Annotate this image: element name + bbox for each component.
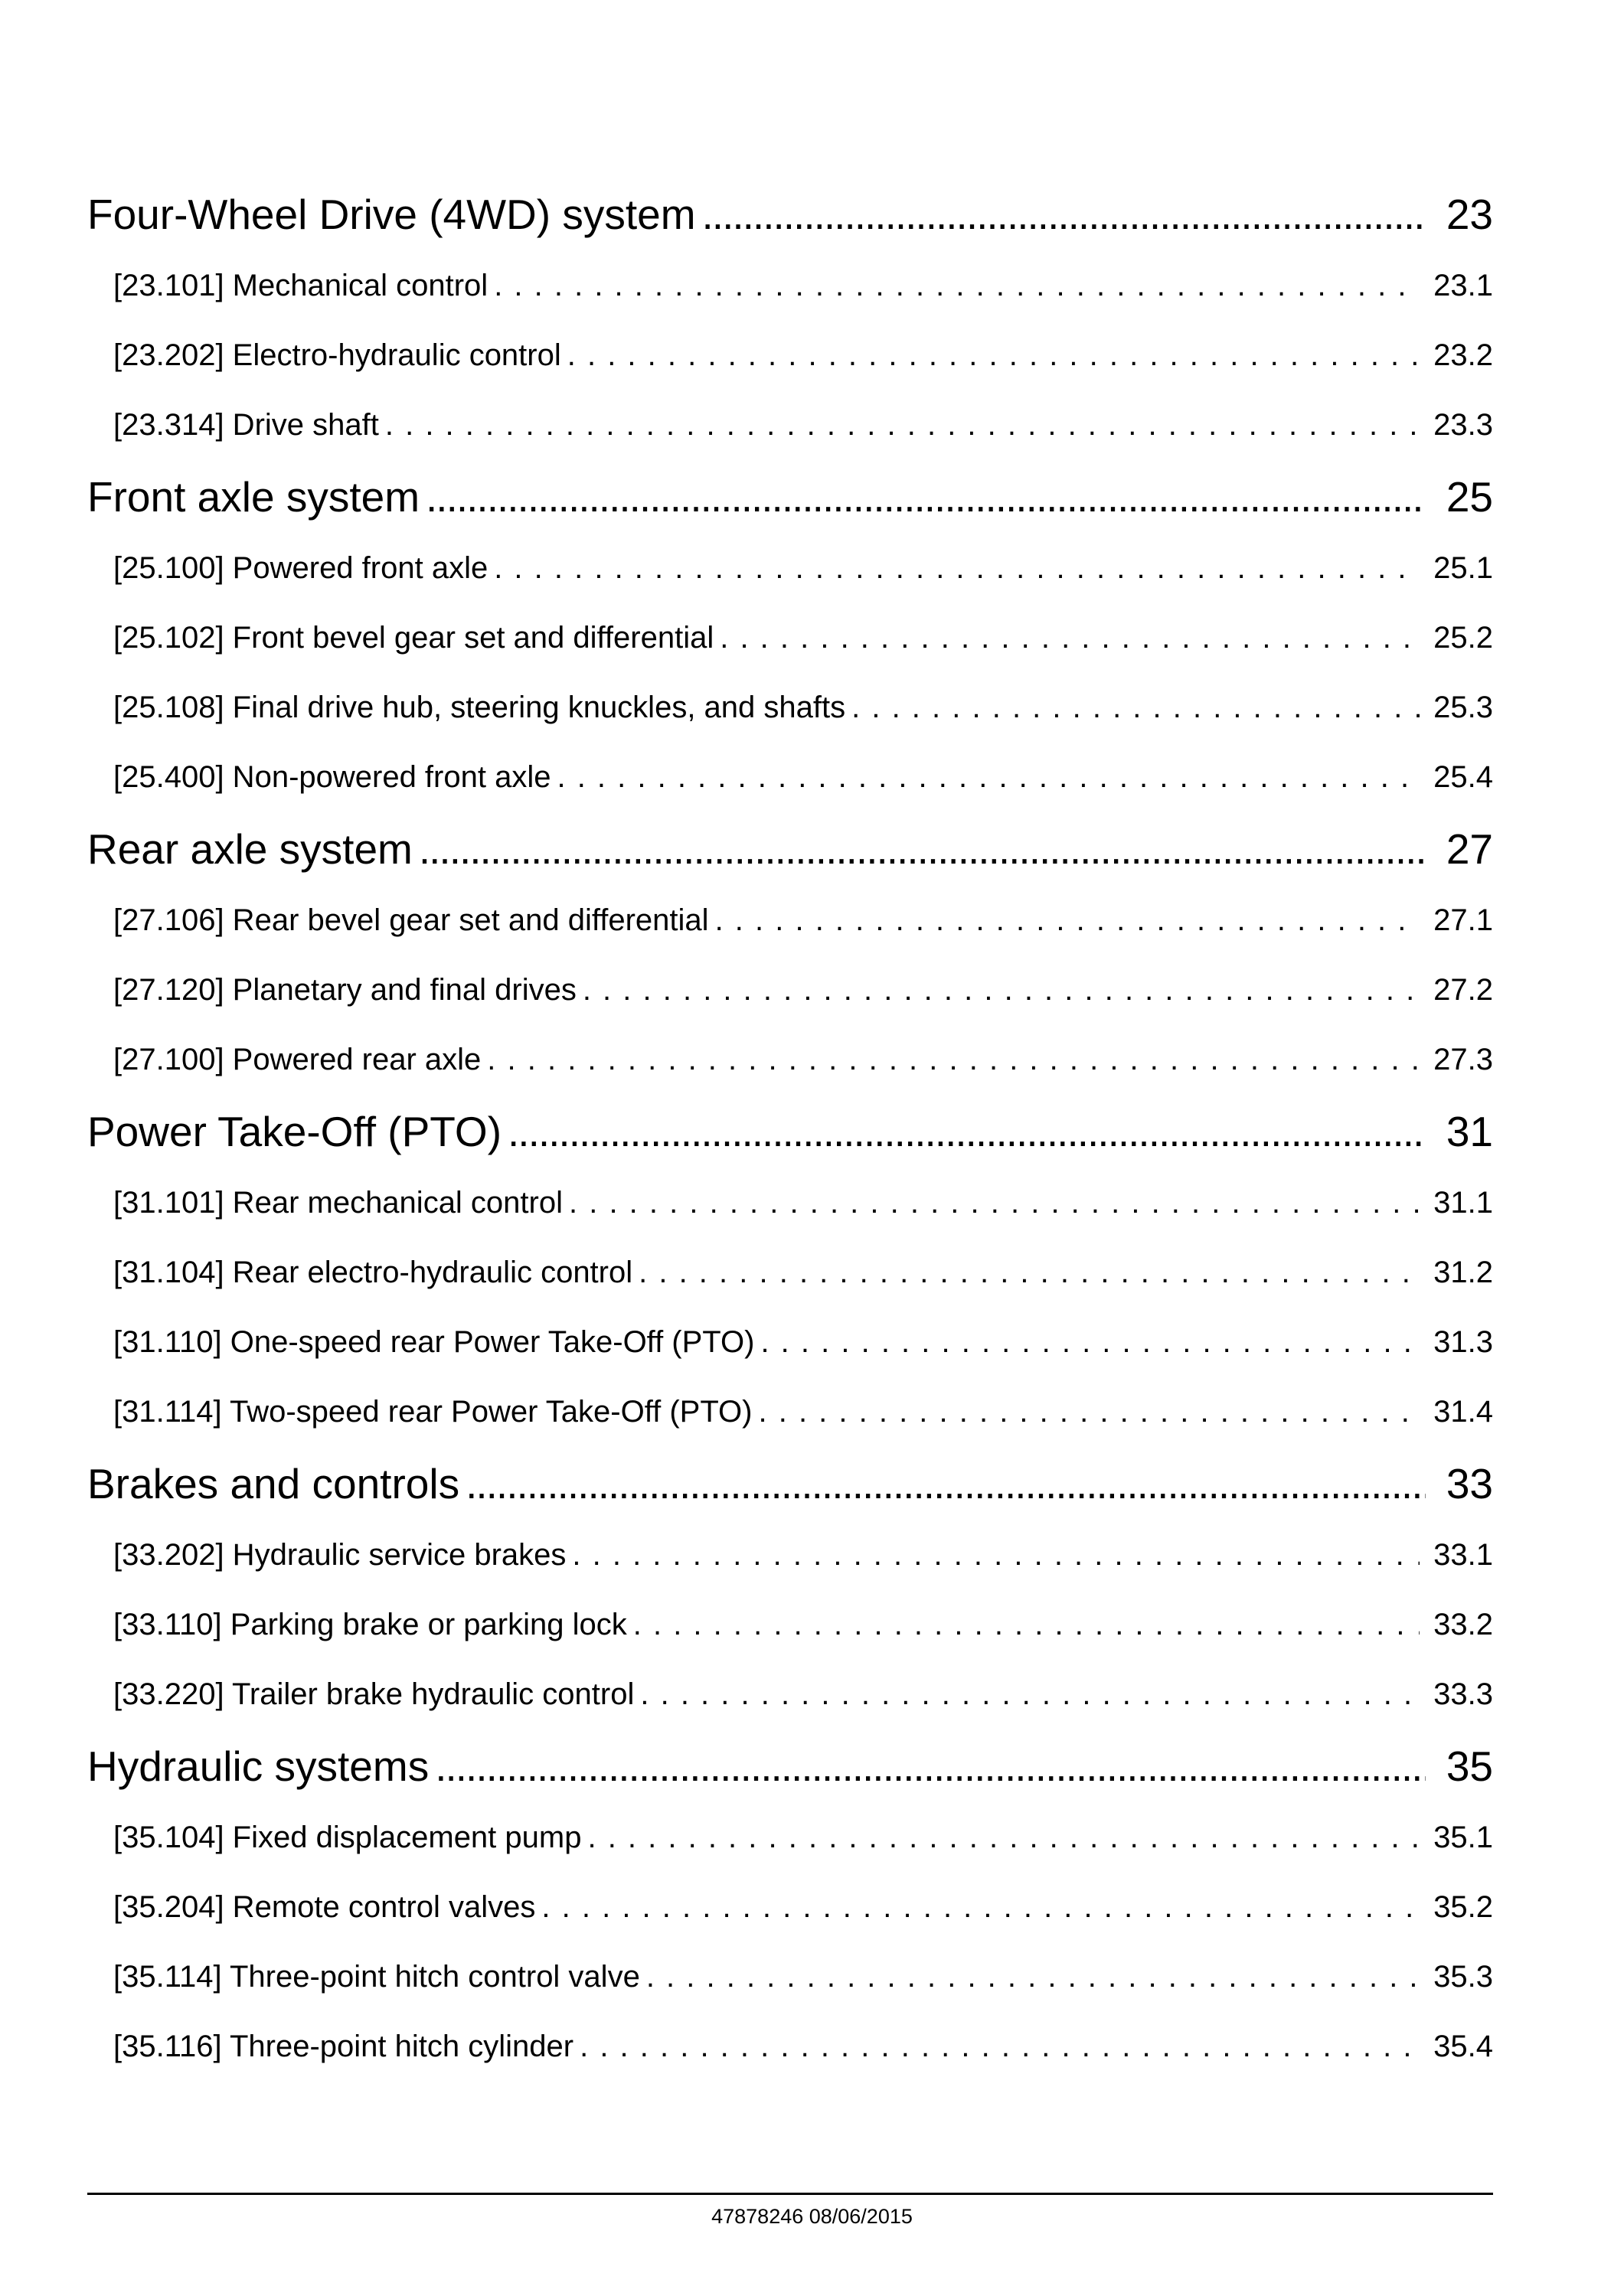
dot-leader [646,1942,1420,2012]
toc-entry-row[interactable] [87,743,1493,812]
footer-divider [87,2193,1493,2195]
entry-page-number: 31.1 [1433,1186,1493,1220]
entry-title: [27.100] Powered rear axle [113,1043,482,1076]
dot-leader [508,1095,1426,1168]
chapter-title: Hydraulic systems [87,1742,430,1790]
dot-leader [702,178,1426,251]
dot-leader [851,673,1420,743]
toc-entry-row[interactable] [87,1377,1493,1447]
chapter-page-number: 35 [1446,1742,1493,1790]
dot-leader [567,321,1420,390]
dot-leader [580,2012,1420,2082]
toc-entry-row[interactable] [87,673,1493,743]
toc-entry-row[interactable] [87,1168,1493,1238]
toc-section [87,178,1493,460]
entry-page-number: 27.2 [1433,973,1493,1007]
entry-title: [25.102] Front bevel gear set and differential [113,621,714,655]
toc-chapter-row[interactable] [87,1095,1493,1168]
entry-title: [25.400] Non-powered front axle [113,760,551,794]
table-of-contents [87,178,1493,2082]
dot-leader [435,1729,1426,1803]
entry-page-number: 25.3 [1433,691,1493,724]
entry-page-number: 23.2 [1433,338,1493,372]
toc-entry-row[interactable] [87,1590,1493,1660]
entry-title: [31.114] Two-speed rear Power Take-Off (PTO) [113,1395,753,1429]
toc-chapter-row[interactable] [87,1447,1493,1520]
chapter-page-number: 33 [1446,1460,1493,1507]
dot-leader [541,1873,1420,1942]
dot-leader [494,534,1420,603]
entry-title: [35.116] Three-point hitch cylinder [113,2030,574,2063]
chapter-title: Rear axle system [87,825,413,873]
dot-leader [419,812,1426,886]
toc-entry-row[interactable] [87,534,1493,603]
dot-leader [587,1803,1420,1873]
dot-leader [639,1238,1420,1308]
dot-leader [426,460,1426,534]
entry-page-number: 33.2 [1433,1608,1493,1641]
toc-chapter-row[interactable] [87,460,1493,534]
toc-entry-row[interactable] [87,1308,1493,1377]
entry-title: [33.110] Parking brake or parking lock [113,1608,627,1641]
toc-entry-row[interactable] [87,1520,1493,1590]
dot-leader [720,603,1420,673]
dot-leader [572,1520,1420,1590]
entry-title: [23.101] Mechanical control [113,269,489,302]
toc-section [87,1095,1493,1447]
entry-page-number: 23.3 [1433,408,1493,442]
toc-entry-row[interactable] [87,886,1493,955]
entry-page-number: 25.2 [1433,621,1493,655]
toc-entry-row[interactable] [87,1873,1493,1942]
entry-page-number: 33.3 [1433,1677,1493,1711]
dot-leader [758,1377,1420,1447]
entry-title: [31.101] Rear mechanical control [113,1186,563,1220]
dot-leader [494,251,1420,321]
dot-leader [715,886,1420,955]
toc-entry-row[interactable] [87,603,1493,673]
toc-entry-row[interactable] [87,1025,1493,1095]
dot-leader [569,1168,1420,1238]
chapter-title: Power Take-Off (PTO) [87,1108,502,1155]
toc-section [87,1447,1493,1729]
footer-document-id: 47878246 08/06/2015 [711,2205,913,2228]
chapter-page-number: 25 [1446,473,1493,521]
entry-title: [27.120] Planetary and final drives [113,973,577,1007]
dot-leader [760,1308,1420,1377]
toc-entry-row[interactable] [87,390,1493,460]
dot-leader [640,1660,1420,1729]
toc-entry-row[interactable] [87,1803,1493,1873]
chapter-title: Brakes and controls [87,1460,460,1507]
dot-leader [385,390,1420,460]
entry-title: [25.108] Final drive hub, steering knuckles, and shafts [113,691,846,724]
chapter-page-number: 23 [1446,191,1493,238]
toc-entry-row[interactable] [87,1660,1493,1729]
toc-entry-row[interactable] [87,251,1493,321]
entry-page-number: 27.1 [1433,903,1493,937]
toc-chapter-row[interactable] [87,812,1493,886]
toc-section [87,1729,1493,2082]
dot-leader [487,1025,1420,1095]
entry-page-number: 25.1 [1433,551,1493,585]
entry-page-number: 31.2 [1433,1256,1493,1289]
entry-page-number: 35.3 [1433,1960,1493,1994]
entry-page-number: 35.1 [1433,1821,1493,1854]
toc-entry-row[interactable] [87,321,1493,390]
entry-page-number: 35.2 [1433,1890,1493,1924]
entry-title: [31.110] One-speed rear Power Take-Off (PTO) [113,1325,755,1359]
entry-title: [33.202] Hydraulic service brakes [113,1538,567,1572]
entry-title: [23.314] Drive shaft [113,408,379,442]
dot-leader [557,743,1420,812]
entry-title: [35.114] Three-point hitch control valve [113,1960,640,1994]
entry-page-number: 25.4 [1433,760,1493,794]
entry-page-number: 33.1 [1433,1538,1493,1572]
entry-title: [25.100] Powered front axle [113,551,489,585]
entry-page-number: 23.1 [1433,269,1493,302]
toc-entry-row[interactable] [87,1238,1493,1308]
toc-entry-row[interactable] [87,2012,1493,2082]
entry-page-number: 27.3 [1433,1043,1493,1076]
entry-page-number: 35.4 [1433,2030,1493,2063]
entry-page-number: 31.3 [1433,1325,1493,1359]
toc-section [87,812,1493,1095]
toc-entry-row[interactable] [87,1942,1493,2012]
toc-chapter-row[interactable] [87,178,1493,251]
chapter-title: Front axle system [87,473,420,521]
toc-section [87,460,1493,812]
dot-leader [633,1590,1420,1660]
toc-chapter-row[interactable] [87,1729,1493,1803]
entry-title: [31.104] Rear electro-hydraulic control [113,1256,633,1289]
entry-title: [23.202] Electro-hydraulic control [113,338,561,372]
entry-title: [27.106] Rear bevel gear set and differential [113,903,709,937]
dot-leader [466,1447,1426,1520]
chapter-page-number: 31 [1446,1108,1493,1155]
entry-page-number: 31.4 [1433,1395,1493,1429]
entry-title: [33.220] Trailer brake hydraulic control [113,1677,635,1711]
dot-leader [583,955,1420,1025]
entry-title: [35.204] Remote control valves [113,1890,536,1924]
chapter-page-number: 27 [1446,825,1493,873]
chapter-title: Four-Wheel Drive (4WD) system [87,191,696,238]
toc-entry-row[interactable] [87,955,1493,1025]
entry-title: [35.104] Fixed displacement pump [113,1821,582,1854]
